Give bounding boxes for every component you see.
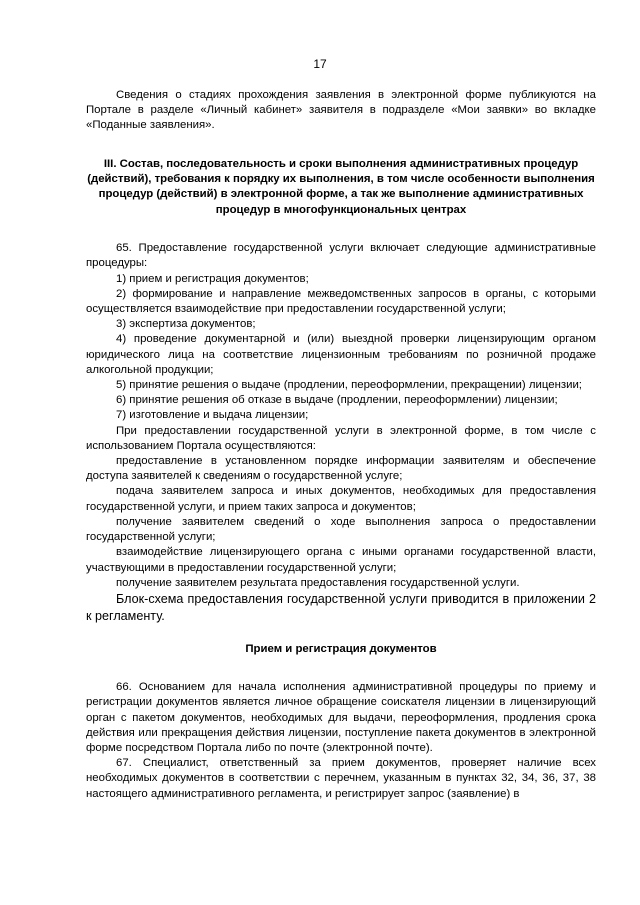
paragraph: 67. Специалист, ответственный за прием документов, проверяет наличие всех необходимых документов в соответствии с перечнем, указанным в пунктах 32, 34, 36, 37, 38 настоящего административного регламента, и регистрирует запрос (заявление) в	[86, 757, 596, 800]
list-item: 2) формирование и направление межведомственных запросов в органы, с которыми осуществляется взаимодействие при предоставлении государственной услуги;	[86, 287, 596, 316]
paragraph: При предоставлении государственной услуги в электронной форме, в том числе с использованием Портала осуществляются:	[86, 424, 596, 452]
list-item: 5) принятие решения о выдаче (продлении, переоформлении, прекращении) лицензии;	[116, 379, 582, 392]
document-body	[86, 88, 596, 802]
list-item: 4) проведение документарной и (или) выездной проверки лицензирующим органом юридического лица на соответствие лицензионным требованиям по розничной продаже алкогольной продукции;	[86, 333, 596, 376]
list-item: 1) прием и регистрация документов;	[116, 272, 309, 285]
paragraph: 65. Предоставление государственной услуги включает следующие административные процедуры:	[86, 242, 596, 270]
section-title: III. Состав, последовательность и сроки выполнения административных процедур (действий), требования к порядку их выполнения, в том числе особенности выполнения процедур (действий) в электронной форме, а так же выполнение административных процедур в многофункциональных центрах	[87, 157, 595, 216]
subsection-title: Прием и регистрация документов	[245, 642, 437, 655]
intro-paragraph: Сведения о стадиях прохождения заявления в электронной форме публикуются на Портале в разделе «Личный кабинет» заявителя в подразделе «Мои заявки» во вкладке «Поданные заявления».	[86, 89, 596, 132]
list-item: получение заявителем результата предоставления государственной услуги.	[116, 576, 520, 589]
list-item: 7) изготовление и выдача лицензии;	[116, 409, 309, 422]
list-item: подача заявителем запроса и иных документов, необходимых для предоставления государственной услуги, и прием таких запроса и документов;	[86, 485, 596, 513]
paragraph: 66. Основанием для начала исполнения административной процедуры по приему и регистрации документов является личное обращение соискателя лицензии в лицензирующий орган с пакетом документов, необходимых для выдачи, переоформления, продления срока действия или прекращения действия лицензии, поступление пакета документов в электронной форме посредством Портала либо по почте (электронной почте).	[86, 681, 596, 754]
list-item: предоставление в установленном порядке информации заявителям и обеспечение доступа заявителей к сведениям о государственной услуге;	[86, 455, 596, 483]
page-number: 17	[313, 57, 327, 71]
list-item: получение заявителем сведений о ходе выполнения запроса о предоставлении государственной услуги;	[86, 515, 596, 544]
scheme-note: Блок-схема предоставления государственной услуги приводится в приложении 2 к регламенту.	[86, 591, 596, 623]
list-item: 3) экспертиза документов;	[116, 318, 256, 331]
list-item: 6) принятие решения об отказе в выдаче (продлении, переоформлении) лицензии;	[116, 394, 558, 407]
list-item: взаимодействие лицензирующего органа с иными органами государственной власти, участвующими в предоставлении государственной услуги;	[86, 546, 596, 574]
